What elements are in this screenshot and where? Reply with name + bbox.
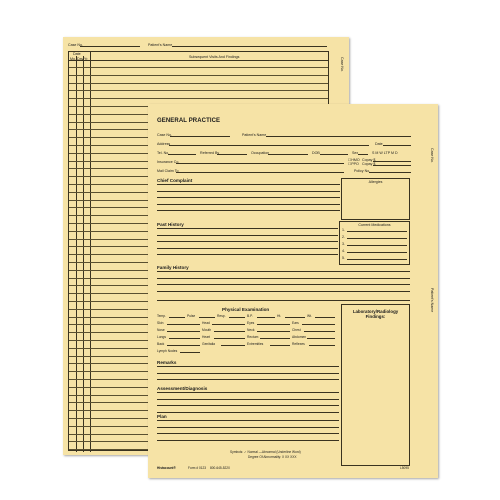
current-medications-box[interactable] <box>339 221 410 265</box>
writing-line <box>157 427 339 428</box>
exam-item-label: Resp. <box>217 314 226 318</box>
date-line[interactable] <box>383 145 411 146</box>
medication-number: 3. <box>342 242 345 246</box>
exam-item-line[interactable] <box>167 345 200 346</box>
remarks-lines[interactable] <box>157 366 339 386</box>
policy-no-line[interactable] <box>369 172 411 173</box>
referred-by-label: Referred By <box>200 151 220 155</box>
exam-item-label: Ht. <box>277 314 282 318</box>
assessment-diagnosis-title: Assessment/Diagnosis <box>157 386 208 391</box>
back-side-label: Case No. <box>340 57 344 72</box>
exam-item-label: Neck <box>247 328 255 332</box>
exam-item-line[interactable] <box>260 338 290 339</box>
exam-item-label: Wt. <box>307 314 312 318</box>
writing-line <box>157 191 340 192</box>
sex-label: Sex <box>352 151 359 155</box>
exam-item-label: B.P. <box>247 314 253 318</box>
exam-item-label: Temp. <box>157 314 166 318</box>
ppo-label: PPO <box>351 162 359 166</box>
back-case-no-line <box>80 46 140 47</box>
medication-line[interactable] <box>347 259 407 260</box>
exam-item-label: Pulse <box>187 314 196 318</box>
exam-item-line[interactable] <box>167 324 200 325</box>
brand-logo: Histacount® <box>157 466 176 470</box>
copay-1-label: Copay $ <box>362 158 376 162</box>
writing-line <box>157 228 338 229</box>
visit-row[interactable] <box>69 67 328 68</box>
copay-2-line[interactable] <box>373 165 411 166</box>
policy-no-label: Policy No. <box>354 169 371 173</box>
writing-line <box>157 210 340 211</box>
exam-item-line[interactable] <box>214 338 246 339</box>
col-day-label: Day <box>77 56 84 61</box>
exam-item-line[interactable] <box>302 324 335 325</box>
plan-title: Plan <box>157 414 167 419</box>
assessment-diagnosis-lines[interactable] <box>157 392 339 412</box>
front-side-label-case-no: Case No. <box>430 148 434 163</box>
current-medications-title: Current Medications <box>358 223 391 227</box>
address-line[interactable] <box>169 145 369 146</box>
case-no-label: Case No. <box>157 133 172 137</box>
writing-line <box>157 392 339 393</box>
ppo-checkbox[interactable]: ☐PPO <box>348 162 359 166</box>
writing-line <box>157 248 338 249</box>
exam-item-label: Head <box>202 321 210 325</box>
writing-line <box>157 405 339 406</box>
lab-findings-title: Laboratory/Radiology Findings: <box>352 309 399 319</box>
exam-item-line[interactable] <box>212 324 245 325</box>
writing-line <box>157 379 339 380</box>
writing-line <box>157 204 340 205</box>
form-title: GENERAL PRACTICE <box>157 118 221 124</box>
sex-line[interactable] <box>358 154 368 155</box>
exam-item-label: Skin <box>157 321 164 325</box>
symbols-legend: Symbols: ✓ Normal —Abnormal (Underline Word) <box>230 450 301 454</box>
exam-item-line[interactable] <box>167 331 200 332</box>
exam-item-line[interactable] <box>257 317 275 318</box>
copay-1-line[interactable] <box>373 161 411 162</box>
remarks-title: Remarks <box>157 360 177 365</box>
medication-line[interactable] <box>347 252 407 253</box>
exam-item-line[interactable] <box>214 331 246 332</box>
writing-line <box>157 291 410 292</box>
medication-number: 4. <box>342 249 345 253</box>
back-patient-name-label: Patient's Name <box>148 43 173 47</box>
exam-item-line[interactable] <box>221 345 245 346</box>
tel-no-line[interactable] <box>168 154 196 155</box>
chief-complaint-lines[interactable] <box>157 184 340 218</box>
insurance-co-label: Insurance Co. <box>157 160 180 164</box>
order-phone: 800-645-5220 <box>210 466 230 470</box>
exam-item-line[interactable] <box>169 317 186 318</box>
writing-line <box>157 284 410 285</box>
degree-legend: Degree Of Abnormality: X XX XXX <box>248 455 297 459</box>
medication-number: 5. <box>342 256 345 260</box>
medication-line[interactable] <box>347 245 407 246</box>
lab-findings-box[interactable] <box>341 304 410 466</box>
occupation-label: Occupation <box>251 151 270 155</box>
exam-item-label: Rectum <box>247 335 259 339</box>
exam-item-label: Heart <box>202 335 211 339</box>
exam-item-label: Mouth <box>202 328 212 332</box>
physical-examination-grid <box>157 314 339 356</box>
medication-line[interactable] <box>347 231 407 232</box>
date-label: Date <box>375 142 383 146</box>
physical-examination-title: Physical Examination <box>222 307 270 312</box>
patients-name-label: Patient's Name <box>242 133 267 137</box>
family-history-lines[interactable] <box>157 271 410 297</box>
visit-row[interactable] <box>69 90 328 91</box>
medication-number: 2. <box>342 235 345 239</box>
writing-line <box>157 241 338 242</box>
writing-line <box>157 271 410 272</box>
exam-item-label: Extremities <box>247 342 264 346</box>
visits-table-header <box>69 52 328 61</box>
exam-item-line[interactable] <box>315 317 335 318</box>
address-label: Address <box>157 142 171 146</box>
col-yr-label: Yr. <box>84 56 89 61</box>
exam-item-label: Back <box>157 342 165 346</box>
dob-line[interactable] <box>320 154 348 155</box>
marital-status-options[interactable]: S M W LTP M D <box>372 151 398 155</box>
exam-item-line[interactable] <box>285 317 305 318</box>
exam-item-line[interactable] <box>199 317 216 318</box>
back-patient-name-line <box>172 46 327 47</box>
chief-complaint-title: Chief Complaint <box>157 178 193 183</box>
back-header <box>68 43 331 49</box>
general-practice-form <box>148 104 438 478</box>
writing-line <box>157 278 410 279</box>
writing-line <box>157 412 339 413</box>
dob-label: DOB <box>312 151 320 155</box>
exam-item-line[interactable] <box>229 317 246 318</box>
exam-item-label: Ears <box>292 321 299 325</box>
form-number: Form # 0123 <box>188 466 207 470</box>
back-case-no-label: Case No. <box>68 43 83 47</box>
medication-number: 1. <box>342 228 345 232</box>
exam-item-label: Lymph Nodes <box>157 349 178 353</box>
past-history-lines[interactable] <box>157 228 338 262</box>
col-mo-label: Mo. <box>70 56 76 61</box>
allergies-box[interactable] <box>341 178 410 220</box>
hmo-checkbox[interactable]: ☐HMO <box>348 158 360 162</box>
exam-item-line[interactable] <box>257 324 290 325</box>
occupation-line[interactable] <box>268 154 308 155</box>
exam-item-line[interactable] <box>304 331 336 332</box>
writing-line <box>157 440 339 441</box>
visit-row[interactable] <box>69 75 328 76</box>
hmo-label: HMO <box>351 158 360 162</box>
mail-claim-to-line[interactable] <box>176 172 344 173</box>
front-side-label-patient-name: Patient's Name <box>430 288 434 313</box>
medication-line[interactable] <box>347 238 407 239</box>
writing-line <box>157 197 340 198</box>
exam-item-label: Abdomen <box>292 335 307 339</box>
exam-item-label: Genitalia <box>202 342 216 346</box>
visit-row[interactable] <box>69 83 328 84</box>
tel-no-label: Tel. No. <box>157 151 170 155</box>
exam-item-line[interactable] <box>309 345 335 346</box>
case-no-line[interactable] <box>170 136 230 137</box>
form-code: L5095 <box>400 466 409 470</box>
section-separator <box>157 300 410 301</box>
writing-line <box>157 399 339 400</box>
exam-item-label: Chest <box>292 328 301 332</box>
table-header-label: Subsequent Visits And Findings <box>189 54 240 59</box>
exam-item-line[interactable] <box>307 338 335 339</box>
exam-item-label: Eyes <box>247 321 255 325</box>
past-history-title: Past History <box>157 222 184 227</box>
writing-line <box>157 433 339 434</box>
patients-name-line[interactable] <box>266 136 411 137</box>
exam-item-label: Nose <box>157 328 165 332</box>
writing-line <box>157 254 338 255</box>
exam-item-line[interactable] <box>180 352 200 353</box>
exam-item-line[interactable] <box>257 331 290 332</box>
family-history-title: Family History <box>157 265 189 270</box>
insurance-co-line[interactable] <box>176 163 344 164</box>
referred-by-line[interactable] <box>217 154 247 155</box>
exam-item-line[interactable] <box>270 345 290 346</box>
visit-row[interactable] <box>69 98 328 99</box>
writing-line <box>157 373 339 374</box>
writing-line <box>157 366 339 367</box>
exam-item-label: Reflexes <box>292 342 305 346</box>
plan-lines[interactable] <box>157 420 339 446</box>
allergies-title: Allergies <box>368 180 383 184</box>
exam-item-line[interactable] <box>169 338 201 339</box>
col-divider-3 <box>90 52 91 452</box>
writing-line <box>157 184 340 185</box>
writing-line <box>157 420 339 421</box>
col-date-label: Date <box>73 51 81 56</box>
writing-line <box>157 235 338 236</box>
exam-item-label: Lungs <box>157 335 166 339</box>
copay-2-label: Copay $ <box>362 162 376 166</box>
mail-claim-to-label: Mail Claim To <box>157 169 179 173</box>
